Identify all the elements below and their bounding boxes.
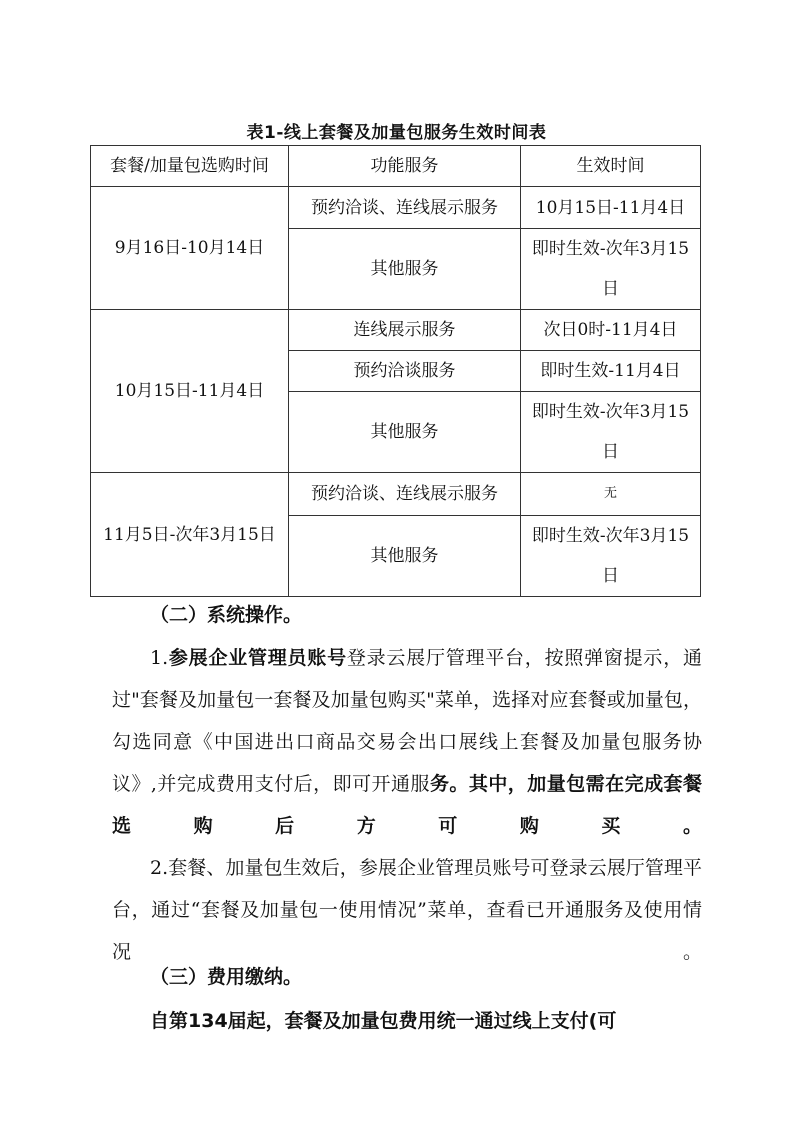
period-cell: 10月15日-11月4日 bbox=[91, 310, 289, 473]
table-row bbox=[91, 473, 701, 516]
header-purchase-period: 套餐/加量包选购时间 bbox=[91, 146, 289, 187]
paragraph-purchase-steps bbox=[112, 637, 702, 847]
paragraph-payment: 自第134届起，套餐及加量包费用统一通过线上支付(可 bbox=[150, 1010, 617, 1032]
table-row bbox=[91, 187, 701, 229]
paragraph-number: 1. bbox=[150, 647, 169, 669]
service-cell: 预约洽谈、连线展示服务 bbox=[289, 473, 521, 516]
service-cell: 其他服务 bbox=[289, 516, 521, 597]
header-effective-time: 生效时间 bbox=[521, 146, 701, 187]
service-cell: 连线展示服务 bbox=[289, 310, 521, 351]
table-row bbox=[91, 310, 701, 351]
service-effective-time-table bbox=[90, 145, 701, 597]
table-caption: 表1-线上套餐及加量包服务生效时间表 bbox=[246, 123, 547, 143]
effective-cell: 即时生效-次年3月15日 bbox=[521, 392, 701, 473]
effective-cell: 即时生效-11月4日 bbox=[521, 351, 701, 392]
service-cell: 预约洽谈、连线展示服务 bbox=[289, 187, 521, 229]
period-cell: 11月5日-次年3月15日 bbox=[91, 473, 289, 597]
header-service: 功能服务 bbox=[289, 146, 521, 187]
period-cell: 9月16日-10月14日 bbox=[91, 187, 289, 310]
paragraph-body: 登录云展厅管理平台，按照弹窗提示，通过"套餐及加量包一套餐及加量包购买"菜单，选择对应套餐或加量包，勾选同意《中国进出口商品交易会出口展线上套餐及加量包服务协议》,并完成费用支付后，即可开通服 bbox=[112, 647, 702, 795]
effective-cell: 10月15日-11月4日 bbox=[521, 187, 701, 229]
effective-cell: 次日0时-11月4日 bbox=[521, 310, 701, 351]
service-cell: 预约洽谈服务 bbox=[289, 351, 521, 392]
section-heading-system-operation: （二）系统操作。 bbox=[150, 604, 303, 626]
bold-addon-note: 务。其中，加量包需在完成套餐选购后方可购买。 bbox=[112, 773, 702, 837]
effective-cell: 即时生效-次年3月15日 bbox=[521, 516, 701, 597]
section-heading-fee-payment: （三）费用缴纳。 bbox=[150, 966, 303, 988]
paragraph-usage-check: 2.套餐、加量包生效后，参展企业管理员账号可登录云展厅管理平台，通过“套餐及加量包一使用情况”菜单，查看已开通服务及使用情况。 bbox=[112, 857, 702, 963]
effective-cell: 即时生效-次年3月15日 bbox=[521, 229, 701, 310]
service-cell: 其他服务 bbox=[289, 392, 521, 473]
effective-cell: 无 bbox=[521, 473, 701, 516]
service-cell: 其他服务 bbox=[289, 229, 521, 310]
table-header-row bbox=[91, 146, 701, 187]
bold-admin-account: 参展企业管理员账号 bbox=[168, 647, 347, 669]
